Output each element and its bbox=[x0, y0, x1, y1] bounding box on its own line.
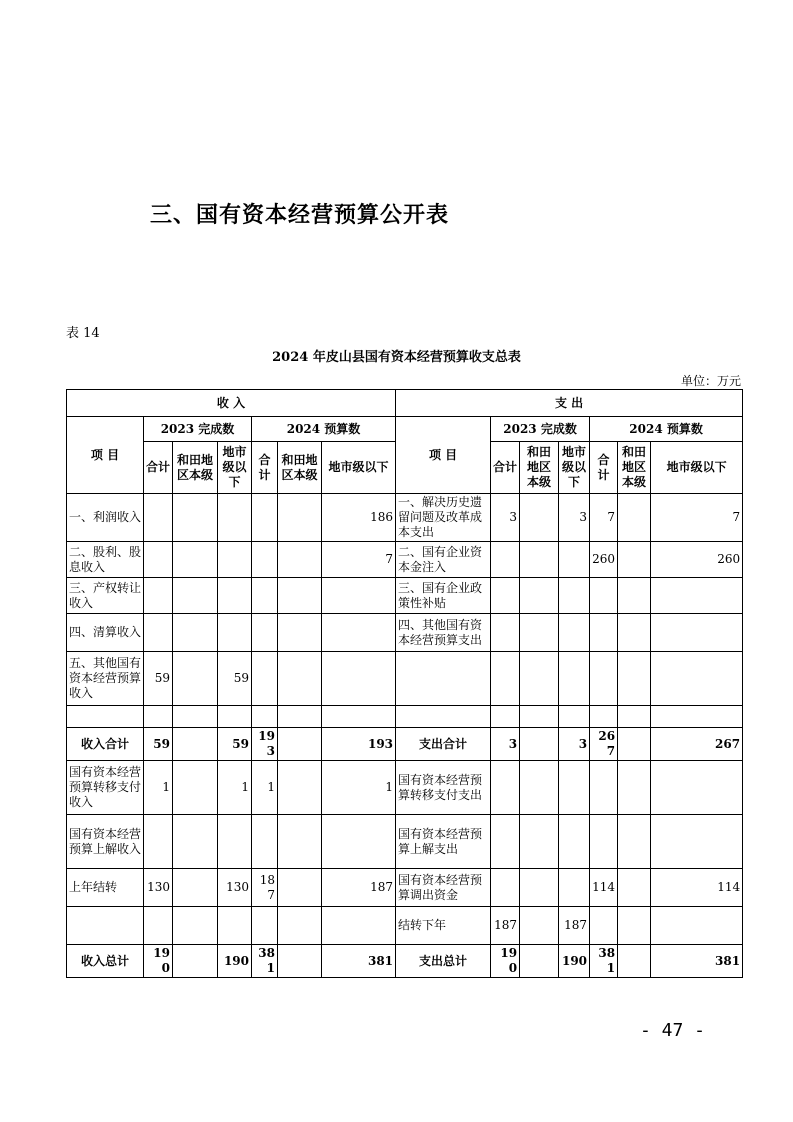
expense-value-cell bbox=[618, 494, 651, 542]
expense-value-cell bbox=[491, 706, 520, 728]
expense-value-cell bbox=[491, 614, 520, 652]
col-total: 合计 bbox=[144, 442, 173, 494]
expense-value-cell bbox=[559, 761, 590, 815]
expense-value-cell bbox=[491, 578, 520, 614]
income-value-cell bbox=[218, 614, 252, 652]
income-value-cell: 7 bbox=[322, 542, 396, 578]
table-row bbox=[67, 945, 743, 978]
income-value-cell bbox=[278, 869, 322, 907]
expense-value-cell bbox=[491, 652, 520, 706]
income-value-cell bbox=[218, 542, 252, 578]
table-row bbox=[67, 614, 743, 652]
expense-value-cell bbox=[520, 578, 559, 614]
page-number: - 47 - bbox=[640, 1020, 706, 1041]
expense-value-cell bbox=[559, 578, 590, 614]
expense-value-cell bbox=[618, 815, 651, 869]
income-item-cell: 四、清算收入 bbox=[67, 614, 144, 652]
income-value-cell bbox=[173, 578, 218, 614]
expense-value-cell bbox=[651, 907, 743, 945]
income-value-cell bbox=[173, 542, 218, 578]
table-row bbox=[67, 869, 743, 907]
income-value-cell bbox=[278, 815, 322, 869]
section-title: 三、国有资本经营预算公开表 bbox=[150, 203, 450, 228]
expense-value-cell bbox=[651, 815, 743, 869]
expense-value-cell: 381 bbox=[590, 945, 618, 978]
income-value-cell bbox=[173, 761, 218, 815]
income-value-cell: 1 bbox=[322, 761, 396, 815]
table-row bbox=[67, 652, 743, 706]
expense-item-cell: 四、其他国有资本经营预算支出 bbox=[396, 614, 491, 652]
expense-value-cell bbox=[618, 907, 651, 945]
income-value-cell bbox=[173, 945, 218, 978]
expense-value-cell bbox=[590, 907, 618, 945]
expense-value-cell bbox=[559, 652, 590, 706]
income-value-cell: 187 bbox=[252, 869, 278, 907]
income-value-cell bbox=[144, 815, 173, 869]
col-prefecture: 和田地区本级 bbox=[520, 442, 559, 494]
expense-value-cell bbox=[590, 578, 618, 614]
expense-value-cell bbox=[520, 728, 559, 761]
income-value-cell: 1 bbox=[144, 761, 173, 815]
income-value-cell: 186 bbox=[322, 494, 396, 542]
col-city-below: 地市级以下 bbox=[651, 442, 743, 494]
income-value-cell: 193 bbox=[322, 728, 396, 761]
income-value-cell bbox=[278, 728, 322, 761]
income-item-cell: 上年结转 bbox=[67, 869, 144, 907]
income-value-cell bbox=[252, 494, 278, 542]
income-value-cell: 130 bbox=[218, 869, 252, 907]
income-item-cell: 国有资本经营预算转移支付收入 bbox=[67, 761, 144, 815]
income-value-cell bbox=[252, 907, 278, 945]
income-value-cell bbox=[322, 578, 396, 614]
col-prefecture: 和田地区本级 bbox=[278, 442, 322, 494]
expense-value-cell bbox=[491, 869, 520, 907]
income-value-cell bbox=[173, 728, 218, 761]
table-row bbox=[67, 761, 743, 815]
income-value-cell bbox=[218, 494, 252, 542]
expense-value-cell bbox=[520, 907, 559, 945]
income-value-cell bbox=[252, 578, 278, 614]
expense-value-cell bbox=[520, 869, 559, 907]
income-value-cell: 381 bbox=[252, 945, 278, 978]
unit-label: 单位：万元 bbox=[680, 374, 741, 388]
expense-value-cell bbox=[590, 652, 618, 706]
income-item-cell bbox=[67, 907, 144, 945]
income-item-cell: 一、利润收入 bbox=[67, 494, 144, 542]
expense-value-cell bbox=[618, 706, 651, 728]
expense-item-cell: 支出合计 bbox=[396, 728, 491, 761]
income-value-cell bbox=[278, 652, 322, 706]
income-value-cell bbox=[218, 907, 252, 945]
income-value-cell bbox=[278, 907, 322, 945]
expense-item-cell: 国有资本经营预算调出资金 bbox=[396, 869, 491, 907]
expense-header: 支 出 bbox=[396, 390, 743, 417]
table-row bbox=[67, 728, 743, 761]
expense-item-cell bbox=[396, 706, 491, 728]
expense-value-cell bbox=[520, 761, 559, 815]
income-value-cell bbox=[252, 652, 278, 706]
header-row-2 bbox=[67, 417, 743, 442]
income-value-cell: 187 bbox=[322, 869, 396, 907]
table-row bbox=[67, 706, 743, 728]
expense-value-cell bbox=[559, 815, 590, 869]
expense-value-cell bbox=[651, 652, 743, 706]
expense-value-cell bbox=[559, 869, 590, 907]
expense-value-cell: 3 bbox=[559, 494, 590, 542]
expense-value-cell bbox=[618, 652, 651, 706]
expense-value-cell bbox=[618, 869, 651, 907]
expense-value-cell bbox=[559, 706, 590, 728]
expense-value-cell: 267 bbox=[651, 728, 743, 761]
income-value-cell: 59 bbox=[218, 728, 252, 761]
income-value-cell bbox=[144, 494, 173, 542]
income-value-cell bbox=[252, 706, 278, 728]
col-city-below: 地市级以下 bbox=[218, 442, 252, 494]
expense-value-cell bbox=[651, 761, 743, 815]
expense-value-cell: 114 bbox=[590, 869, 618, 907]
income-item-cell: 收入合计 bbox=[67, 728, 144, 761]
income-value-cell bbox=[278, 706, 322, 728]
income-value-cell bbox=[322, 614, 396, 652]
expense-item-cell: 二、国有企业资本金注入 bbox=[396, 542, 491, 578]
income-value-cell bbox=[278, 494, 322, 542]
income-value-cell bbox=[278, 614, 322, 652]
income-value-cell bbox=[144, 614, 173, 652]
expense-value-cell bbox=[520, 614, 559, 652]
income-value-cell bbox=[218, 578, 252, 614]
expense-value-cell bbox=[618, 761, 651, 815]
income-value-cell bbox=[144, 578, 173, 614]
income-value-cell bbox=[173, 815, 218, 869]
expense-value-cell bbox=[491, 542, 520, 578]
expense-value-cell: 3 bbox=[559, 728, 590, 761]
table-title: 2024 年皮山县国有资本经营预算收支总表 bbox=[272, 350, 521, 365]
income-value-cell bbox=[252, 815, 278, 869]
expense-value-cell bbox=[520, 652, 559, 706]
expense-value-cell bbox=[590, 706, 618, 728]
income-value-cell bbox=[173, 907, 218, 945]
income-value-cell bbox=[173, 652, 218, 706]
income-value-cell: 193 bbox=[252, 728, 278, 761]
income-value-cell bbox=[278, 542, 322, 578]
income-item-cell: 二、股利、股息收入 bbox=[67, 542, 144, 578]
col-total: 合计 bbox=[252, 442, 278, 494]
income-item-cell: 五、其他国有资本经营预算收入 bbox=[67, 652, 144, 706]
table-row bbox=[67, 578, 743, 614]
income-value-cell bbox=[322, 652, 396, 706]
expense-value-cell bbox=[491, 815, 520, 869]
expense-value-cell bbox=[651, 706, 743, 728]
expense-value-cell bbox=[520, 494, 559, 542]
expense-value-cell bbox=[590, 761, 618, 815]
budget-table bbox=[66, 389, 743, 978]
expense-value-cell bbox=[520, 542, 559, 578]
expense-item-cell: 结转下年 bbox=[396, 907, 491, 945]
expense-item-cell bbox=[396, 652, 491, 706]
income-value-cell bbox=[278, 945, 322, 978]
expense-value-cell: 381 bbox=[651, 945, 743, 978]
col-total: 合计 bbox=[491, 442, 520, 494]
income-value-cell: 59 bbox=[144, 728, 173, 761]
expense-value-cell: 114 bbox=[651, 869, 743, 907]
income-value-cell: 190 bbox=[218, 945, 252, 978]
income-value-cell: 381 bbox=[322, 945, 396, 978]
col-city-below: 地市级以下 bbox=[322, 442, 396, 494]
expense-value-cell: 260 bbox=[590, 542, 618, 578]
table-row bbox=[67, 815, 743, 869]
expense-item-cell: 三、国有企业政策性补贴 bbox=[396, 578, 491, 614]
table-row bbox=[67, 494, 743, 542]
expense-item-cell: 支出总计 bbox=[396, 945, 491, 978]
expense-value-cell: 7 bbox=[590, 494, 618, 542]
income-2023-header: 2023 完成数 bbox=[144, 417, 252, 442]
income-value-cell bbox=[218, 815, 252, 869]
income-value-cell bbox=[322, 706, 396, 728]
income-value-cell bbox=[173, 614, 218, 652]
income-value-cell bbox=[173, 706, 218, 728]
expense-value-cell bbox=[559, 542, 590, 578]
expense-value-cell bbox=[590, 614, 618, 652]
income-value-cell bbox=[252, 614, 278, 652]
table-body bbox=[67, 494, 743, 978]
income-value-cell bbox=[218, 706, 252, 728]
expense-value-cell bbox=[618, 542, 651, 578]
table-row bbox=[67, 542, 743, 578]
expense-value-cell bbox=[651, 614, 743, 652]
income-value-cell bbox=[322, 815, 396, 869]
expense-value-cell bbox=[618, 614, 651, 652]
expense-value-cell: 187 bbox=[491, 907, 520, 945]
income-value-cell: 190 bbox=[144, 945, 173, 978]
income-item-header: 项 目 bbox=[67, 417, 144, 494]
income-item-cell bbox=[67, 706, 144, 728]
expense-value-cell bbox=[491, 761, 520, 815]
income-item-cell: 收入总计 bbox=[67, 945, 144, 978]
expense-value-cell: 260 bbox=[651, 542, 743, 578]
expense-value-cell: 267 bbox=[590, 728, 618, 761]
expense-item-cell: 国有资本经营预算转移支付支出 bbox=[396, 761, 491, 815]
income-value-cell bbox=[322, 907, 396, 945]
income-value-cell bbox=[278, 761, 322, 815]
income-value-cell bbox=[252, 542, 278, 578]
expense-value-cell: 3 bbox=[491, 728, 520, 761]
expense-value-cell: 190 bbox=[491, 945, 520, 978]
col-prefecture: 和田地区本级 bbox=[173, 442, 218, 494]
col-prefecture: 和田地区本级 bbox=[618, 442, 651, 494]
income-item-cell: 三、产权转让收入 bbox=[67, 578, 144, 614]
income-item-cell: 国有资本经营预算上解收入 bbox=[67, 815, 144, 869]
expense-value-cell bbox=[618, 945, 651, 978]
expense-value-cell bbox=[520, 945, 559, 978]
expense-value-cell: 187 bbox=[559, 907, 590, 945]
income-value-cell: 1 bbox=[218, 761, 252, 815]
income-value-cell bbox=[144, 706, 173, 728]
expense-value-cell: 190 bbox=[559, 945, 590, 978]
expense-value-cell bbox=[618, 728, 651, 761]
expense-value-cell bbox=[520, 706, 559, 728]
expense-value-cell bbox=[559, 614, 590, 652]
income-header: 收 入 bbox=[67, 390, 396, 417]
expense-item-header: 项 目 bbox=[396, 417, 491, 494]
expense-item-cell: 一、解决历史遗留问题及改革成本支出 bbox=[396, 494, 491, 542]
income-value-cell bbox=[278, 578, 322, 614]
expense-2024-header: 2024 预算数 bbox=[590, 417, 743, 442]
col-city-below: 地市级以下 bbox=[559, 442, 590, 494]
expense-value-cell bbox=[520, 815, 559, 869]
income-value-cell: 59 bbox=[144, 652, 173, 706]
table-row bbox=[67, 907, 743, 945]
expense-value-cell bbox=[590, 815, 618, 869]
income-value-cell: 59 bbox=[218, 652, 252, 706]
expense-value-cell: 7 bbox=[651, 494, 743, 542]
income-value-cell: 130 bbox=[144, 869, 173, 907]
expense-value-cell: 3 bbox=[491, 494, 520, 542]
income-value-cell bbox=[173, 494, 218, 542]
income-value-cell: 1 bbox=[252, 761, 278, 815]
income-value-cell bbox=[144, 542, 173, 578]
expense-2023-header: 2023 完成数 bbox=[491, 417, 590, 442]
income-value-cell bbox=[173, 869, 218, 907]
col-total: 合计 bbox=[590, 442, 618, 494]
expense-value-cell bbox=[651, 578, 743, 614]
expense-value-cell bbox=[618, 578, 651, 614]
table-number: 表 14 bbox=[66, 326, 100, 341]
income-2024-header: 2024 预算数 bbox=[252, 417, 396, 442]
income-value-cell bbox=[144, 907, 173, 945]
expense-item-cell: 国有资本经营预算上解支出 bbox=[396, 815, 491, 869]
header-row-1 bbox=[67, 390, 743, 417]
